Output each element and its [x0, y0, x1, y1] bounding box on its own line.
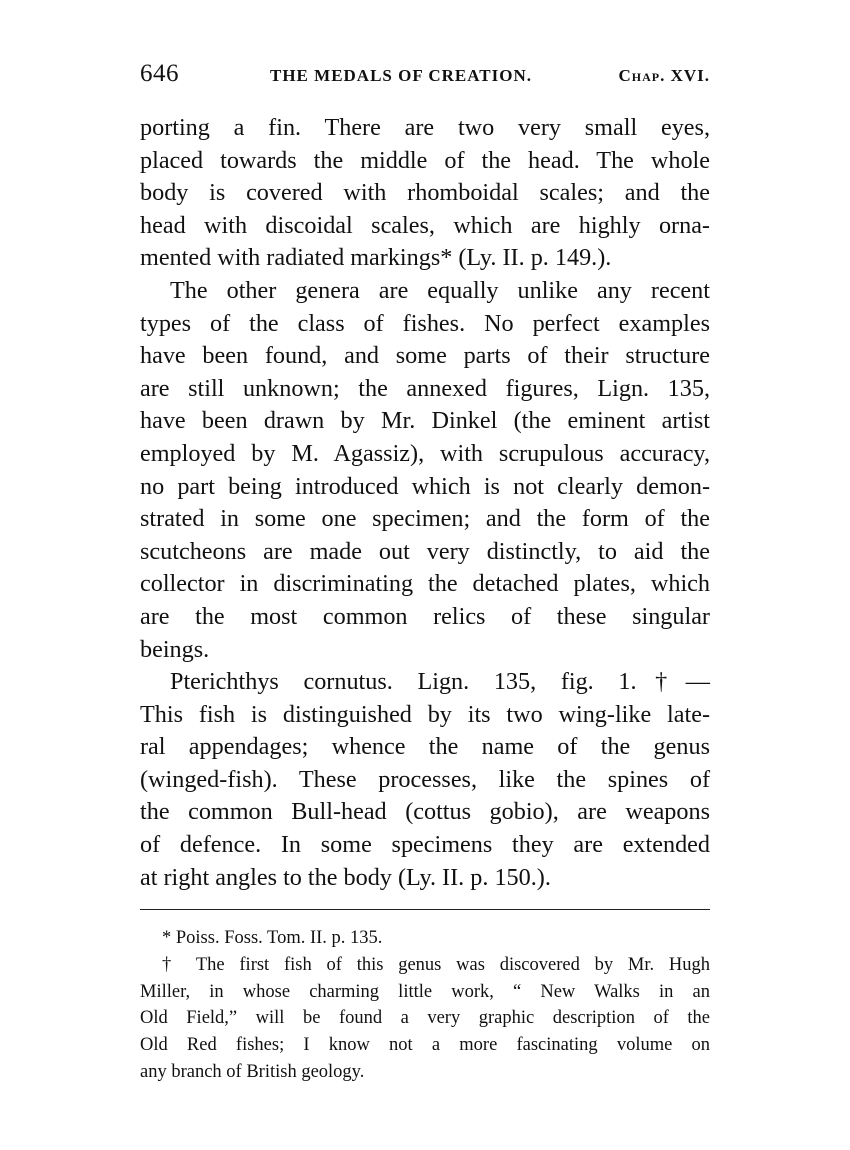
- text-line: body is covered with rhomboidal scales; and the: [140, 179, 710, 207]
- text-line: head with discoidal scales, which are highly orna-: [140, 211, 710, 239]
- text-line: placed towards the middle of the head. The whole: [140, 146, 710, 174]
- text-line: porting a fin. There are two very small eyes,: [140, 114, 710, 141]
- text-line: the common Bull-head (cottus gobio), are weapons: [140, 798, 710, 826]
- footnote-line: any branch of British geology.: [140, 1061, 365, 1082]
- text-line: at right angles to the body (Ly. II. p. 150.).: [140, 863, 551, 891]
- text-line: Pterichthys cornutus. Lign. 135, fig. 1.†—: [170, 668, 710, 696]
- footnote-line: Old Red fishes; I know not a more fascinating volume on: [140, 1035, 710, 1056]
- text-line: types of the class of fishes. No perfect examples: [140, 309, 710, 337]
- text-line: have been found, and some parts of their structure: [140, 342, 710, 370]
- text-line: mented with radiated markings* (Ly. II. p. 149.).: [140, 244, 612, 272]
- footnote-line: † The first fish of this genus was discovered by Mr. Hugh: [162, 954, 710, 975]
- footnotes: [140, 925, 710, 1086]
- text-line: scutcheons are made out very distinctly, to aid the: [140, 537, 710, 565]
- text-line: are the most common relics of these singular: [140, 602, 710, 630]
- text-line: collector in discriminating the detached plates, which: [140, 570, 710, 598]
- text-line: strated in some one specimen; and the form of the: [140, 505, 710, 533]
- text-line: no part being introduced which is not clearly demon-: [140, 472, 710, 500]
- text-line: have been drawn by Mr. Dinkel (the eminent artist: [140, 407, 710, 435]
- text-line: are still unknown; the annexed figures, Lign. 135,: [140, 374, 710, 402]
- text-line: (winged-fish). These processes, like the spines of: [140, 765, 710, 793]
- footnote-line: Old Field,” will be found a very graphic description of the: [140, 1008, 710, 1029]
- main-text: [140, 112, 710, 894]
- text-line: of defence. In some specimens they are extended: [140, 831, 710, 859]
- text-line: ral appendages; whence the name of the genus: [140, 733, 710, 761]
- footnote-line: Miller, in whose charming little work, “ New Walks in an: [140, 981, 710, 1002]
- text-line: beings.: [140, 635, 210, 663]
- footnote-line: * Poiss. Foss. Tom. II. p. 135.: [162, 928, 383, 948]
- text-line: This fish is distinguished by its two wing-like late-: [140, 700, 710, 728]
- chapter-label: Chap. XVI.: [618, 66, 710, 85]
- page-header: [140, 60, 710, 94]
- running-title: THE MEDALS OF CREATION.: [270, 66, 532, 85]
- text-line: employed by M. Agassiz), with scrupulous accuracy,: [140, 439, 710, 467]
- page-number: 646: [140, 60, 179, 87]
- footnote-divider: [140, 909, 710, 910]
- text-line: The other genera are equally unlike any recent: [170, 276, 710, 304]
